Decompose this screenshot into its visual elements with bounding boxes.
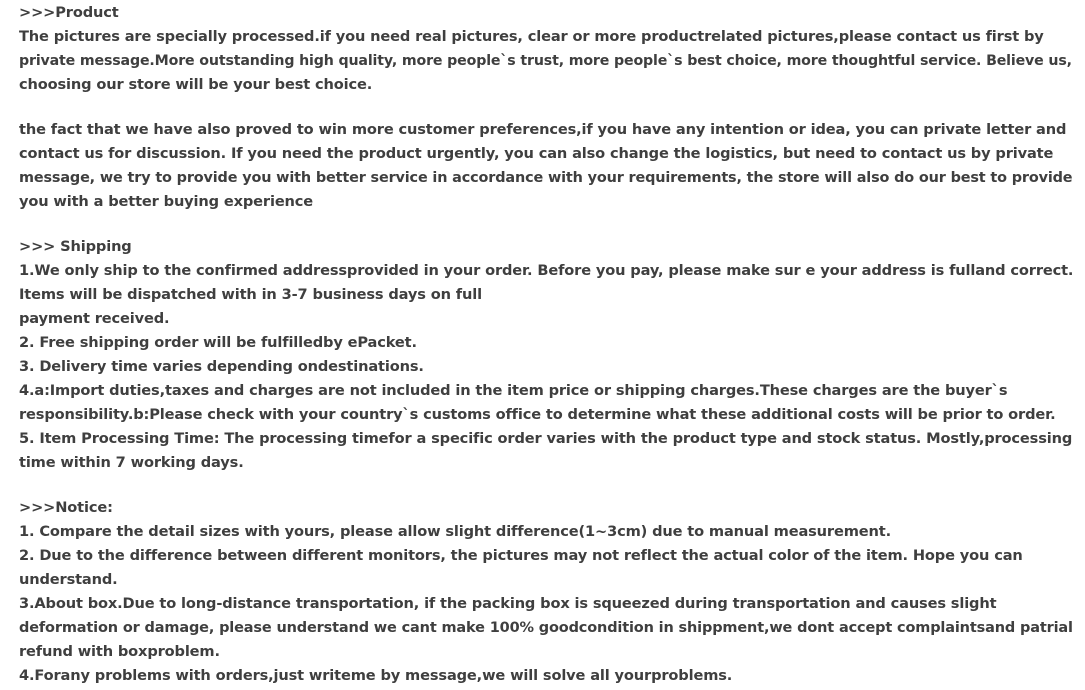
shipping-line: responsibility.b:Please check with your country`s customs office to determine what these additional costs will be prior to order. <box>19 406 1056 423</box>
shipping-line: payment received. <box>19 310 170 327</box>
notice-line: understand. <box>19 571 118 588</box>
paragraph-gap <box>19 475 1065 496</box>
product-para2-line: contact us for discussion. If you need the product urgently, you can also change the logistics, but need to contact us by private <box>19 145 1054 162</box>
notice-heading: >>>Notice: <box>19 499 113 516</box>
paragraph-gap <box>19 214 1065 235</box>
product-para1-line: choosing our store will be your best choice. <box>19 76 373 93</box>
shipping-line: time within 7 working days. <box>19 454 244 471</box>
product-para1-line: private message.More outstanding high quality, more people`s trust, more people`s best choice, more thoughtful service. Believe us, <box>19 53 1072 69</box>
shipping-line: 3. Delivery time varies depending ondestinations. <box>19 358 424 375</box>
product-para2-line: the fact that we have also proved to win more customer preferences,if you have any intention or idea, you can private letter and <box>19 121 1067 138</box>
shipping-line: 4.a:Import duties,taxes and charges are not included in the item price or shipping charges.These charges are the buyer`s <box>19 382 1008 399</box>
notice-line: deformation or damage, please understand we cant make 100% goodcondition in shippment,we dont accept complaintsand patrial <box>19 620 1073 636</box>
product-para2-line: message, we try to provide you with better service in accordance with your requirements, the store will also do our best to provide <box>19 170 1073 186</box>
shipping-line: 5. Item Processing Time: The processing timefor a specific order varies with the product type and stock status. Mostly,processing <box>19 430 1073 447</box>
product-heading: >>>Product <box>19 4 119 21</box>
notice-line: refund with boxproblem. <box>19 643 220 660</box>
notice-line: 2. Due to the difference between different monitors, the pictures may not reflect the actual color of the item. Hope you can <box>19 547 1023 564</box>
shipping-line: 1.We only ship to the confirmed addressprovided in your order. Before you pay, please make sur e your address is fulland correct. <box>19 262 1074 279</box>
shipping-line: 2. Free shipping order will be fulfilledby ePacket. <box>19 334 417 351</box>
notice-line: 4.Forany problems with orders,just writeme by message,we will solve all yourproblems. <box>19 667 733 684</box>
shipping-line: Items will be dispatched with in 3-7 business days on full <box>19 286 482 303</box>
product-para2-line: you with a better buying experience <box>19 193 314 210</box>
notice-line: 1. Compare the detail sizes with yours, please allow slight difference(1~3cm) due to manual measurement. <box>19 523 891 540</box>
shipping-heading: >>> Shipping <box>19 238 132 255</box>
notice-line: 3.About box.Due to long-distance transportation, if the packing box is squeezed during transportation and causes slight <box>19 595 997 612</box>
product-para1-line: The pictures are specially processed.if you need real pictures, clear or more productrelated pictures,please contact us first by <box>19 28 1044 45</box>
paragraph-gap <box>19 97 1065 118</box>
